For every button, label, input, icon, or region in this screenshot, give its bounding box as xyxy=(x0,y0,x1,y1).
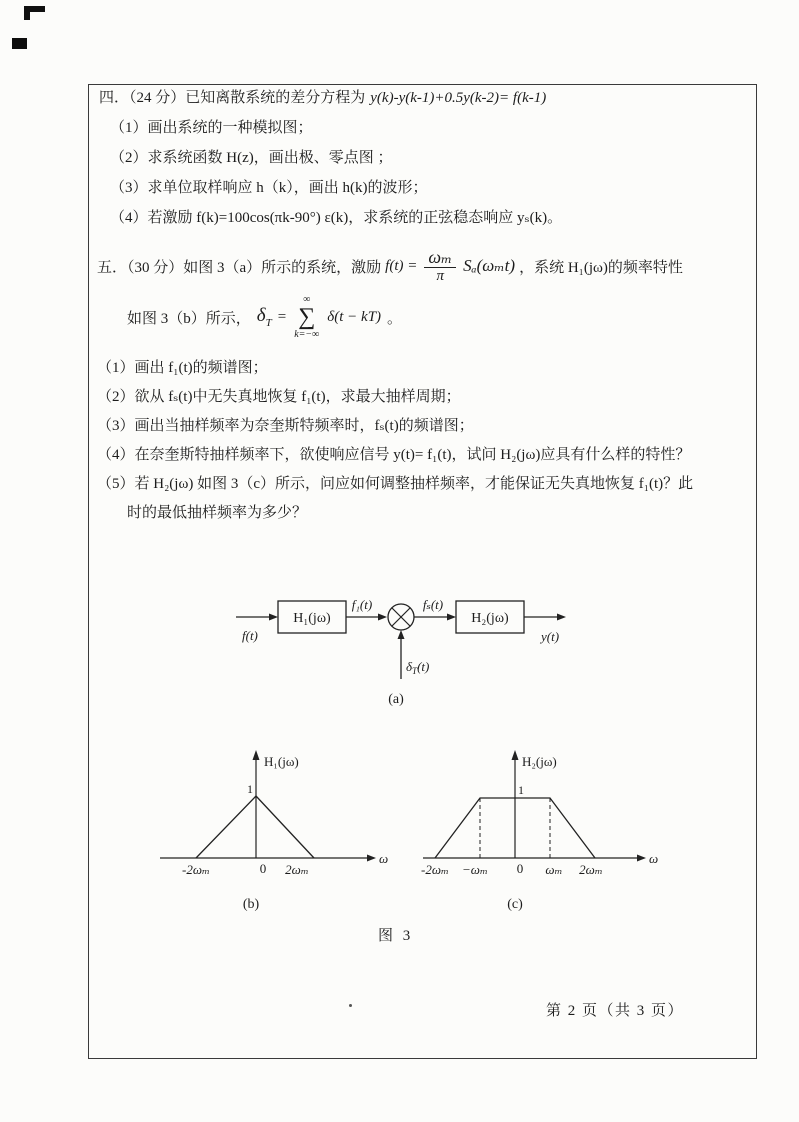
impulse-subscript: T xyxy=(412,666,418,676)
graph-b-caption: (b) xyxy=(242,897,260,912)
question-4 xyxy=(99,88,751,228)
delta-glyph: δ xyxy=(256,305,266,327)
impulse-train-label xyxy=(406,659,429,676)
question-5-intro-text: 五．（30 分）如图 3（a）所示的系统，激励 xyxy=(97,259,382,276)
question-4-intro xyxy=(99,88,751,108)
c-peak-value: 1 xyxy=(518,783,524,797)
period-mark: 。 xyxy=(387,310,403,327)
figure-3-caption: 图 3 xyxy=(378,928,414,944)
question-5-item-1: （1）画出 f₁(t)的频谱图； xyxy=(97,360,268,376)
scan-speck xyxy=(349,1004,352,1007)
question-4-item-1: （1）画出系统的一种模拟图； xyxy=(110,120,313,136)
graph-b xyxy=(146,746,391,916)
b-triangle-spectrum xyxy=(196,796,314,858)
arrowhead-f1 xyxy=(378,614,387,621)
signal-fs-label: fₛ(t) xyxy=(422,597,444,612)
scan-mark xyxy=(24,6,30,20)
input-arrowhead xyxy=(269,614,278,621)
question-5-item-5: （5）若 H₂(jω) 如图 3（c）所示，问应如何调整抽样频率，才能保证无失真地恢复 f₁(t)？此 xyxy=(97,476,694,492)
question-5-item-3: （3）画出当抽样频率为奈奎斯特频率时，fₛ(t)的频谱图； xyxy=(97,418,474,434)
c-axis-label: ω xyxy=(649,851,659,866)
delta-T-symbol xyxy=(257,305,272,329)
b-peak-value: 1 xyxy=(247,782,253,796)
c-tick-plus-wm: ωₘ xyxy=(545,862,563,877)
question-4-equation: y(k)-y(k-1)+0.5y(k-2)= f(k-1) xyxy=(370,90,547,106)
question-4-item-4: （4）若激励 f(k)=100cos(πk-90°) ε(k)，求系统的正弦稳态响应 yₛ(k)。 xyxy=(110,210,563,226)
question-5-line2-text: 如图 3（b）所示， xyxy=(127,310,251,327)
page-number-footer: 第 2 页（共 3 页） xyxy=(546,1003,685,1019)
c-horizontal-arrowhead xyxy=(637,855,646,862)
delta-subscript: T xyxy=(265,316,272,329)
sigma-glyph: ∑ xyxy=(298,303,316,330)
impulse-arrowhead xyxy=(398,630,405,639)
question-5-item-5-continued: 时的最低抽样频率为多少？ xyxy=(127,505,308,521)
summation-symbol xyxy=(294,295,319,340)
fraction-numerator: ωₘ xyxy=(424,248,456,268)
question-5-intro xyxy=(97,243,753,289)
b-title: H₁(jω) xyxy=(264,754,299,769)
c-tick-minus-wm: −ωₘ xyxy=(462,862,488,877)
b-tick-minus-2wm: -2ωₘ xyxy=(182,862,210,877)
sampling-function-term: Sₐ(ωₘt) xyxy=(463,256,516,275)
signal-f1-label: f₁(t) xyxy=(351,597,373,612)
equals-sign: = xyxy=(277,308,287,325)
fraction xyxy=(424,248,456,285)
question-5-item-2: （2）欲从 fₛ(t)中无失真地恢复 f₁(t)，求最大抽样周期； xyxy=(97,389,461,405)
scan-mark xyxy=(12,38,27,49)
arrowhead-fs xyxy=(447,614,456,621)
b-axis-label: ω xyxy=(379,851,389,866)
impulse-delta: δ xyxy=(406,659,413,674)
graph-c-caption: (c) xyxy=(507,897,523,912)
b-tick-zero: 0 xyxy=(259,861,267,876)
question-4-intro-text: 四．（24 分）已知离散系统的差分方程为 xyxy=(99,90,366,106)
diagram-a-caption: (a) xyxy=(388,692,404,707)
c-tick-minus-2wm: -2ωₘ xyxy=(421,862,449,877)
question-5-intro-tail: ，系统 H₁(jω)的频率特性 xyxy=(519,259,683,276)
excitation-equation-lhs: f(t) = xyxy=(385,257,418,274)
c-tick-plus-2wm: 2ωₘ xyxy=(579,862,603,877)
b-tick-plus-2wm: 2ωₘ xyxy=(285,862,309,877)
graph-c xyxy=(416,746,661,916)
summation-upper-limit: ∞ xyxy=(303,293,311,305)
output-arrowhead xyxy=(557,614,566,621)
block-h1-label: H₁(jω) xyxy=(293,611,331,626)
c-vertical-arrowhead xyxy=(512,750,519,760)
c-tick-zero: 0 xyxy=(516,861,524,876)
block-h2-label: H₂(jω) xyxy=(471,611,509,626)
block-diagram-a xyxy=(236,583,576,708)
b-vertical-arrowhead xyxy=(253,750,260,760)
b-horizontal-arrowhead xyxy=(367,855,376,862)
question-5 xyxy=(97,243,753,524)
impulse-argument: (t) xyxy=(417,659,430,674)
question-5-item-4: （4）在奈奎斯特抽样频率下，欲使响应信号 y(t)= f₁(t)，试问 H₂(jω)应具有什么样的特性？ xyxy=(97,447,691,463)
c-title: H₂(jω) xyxy=(522,754,557,769)
summation-lower-limit: k=−∞ xyxy=(294,328,320,340)
question-4-item-2: （2）求系统函数 H(z)，画出极、零点图 ； xyxy=(110,150,393,166)
summation-term: δ(t − kT) xyxy=(327,308,382,325)
input-signal-label: f(t) xyxy=(242,628,258,643)
question-5-line-2 xyxy=(127,289,753,345)
output-signal-label: y(t) xyxy=(541,629,560,644)
fraction-denominator: π xyxy=(436,267,444,284)
question-4-item-3: （3）求单位取样响应 h（k），画出 h(k)的波形； xyxy=(110,180,428,196)
